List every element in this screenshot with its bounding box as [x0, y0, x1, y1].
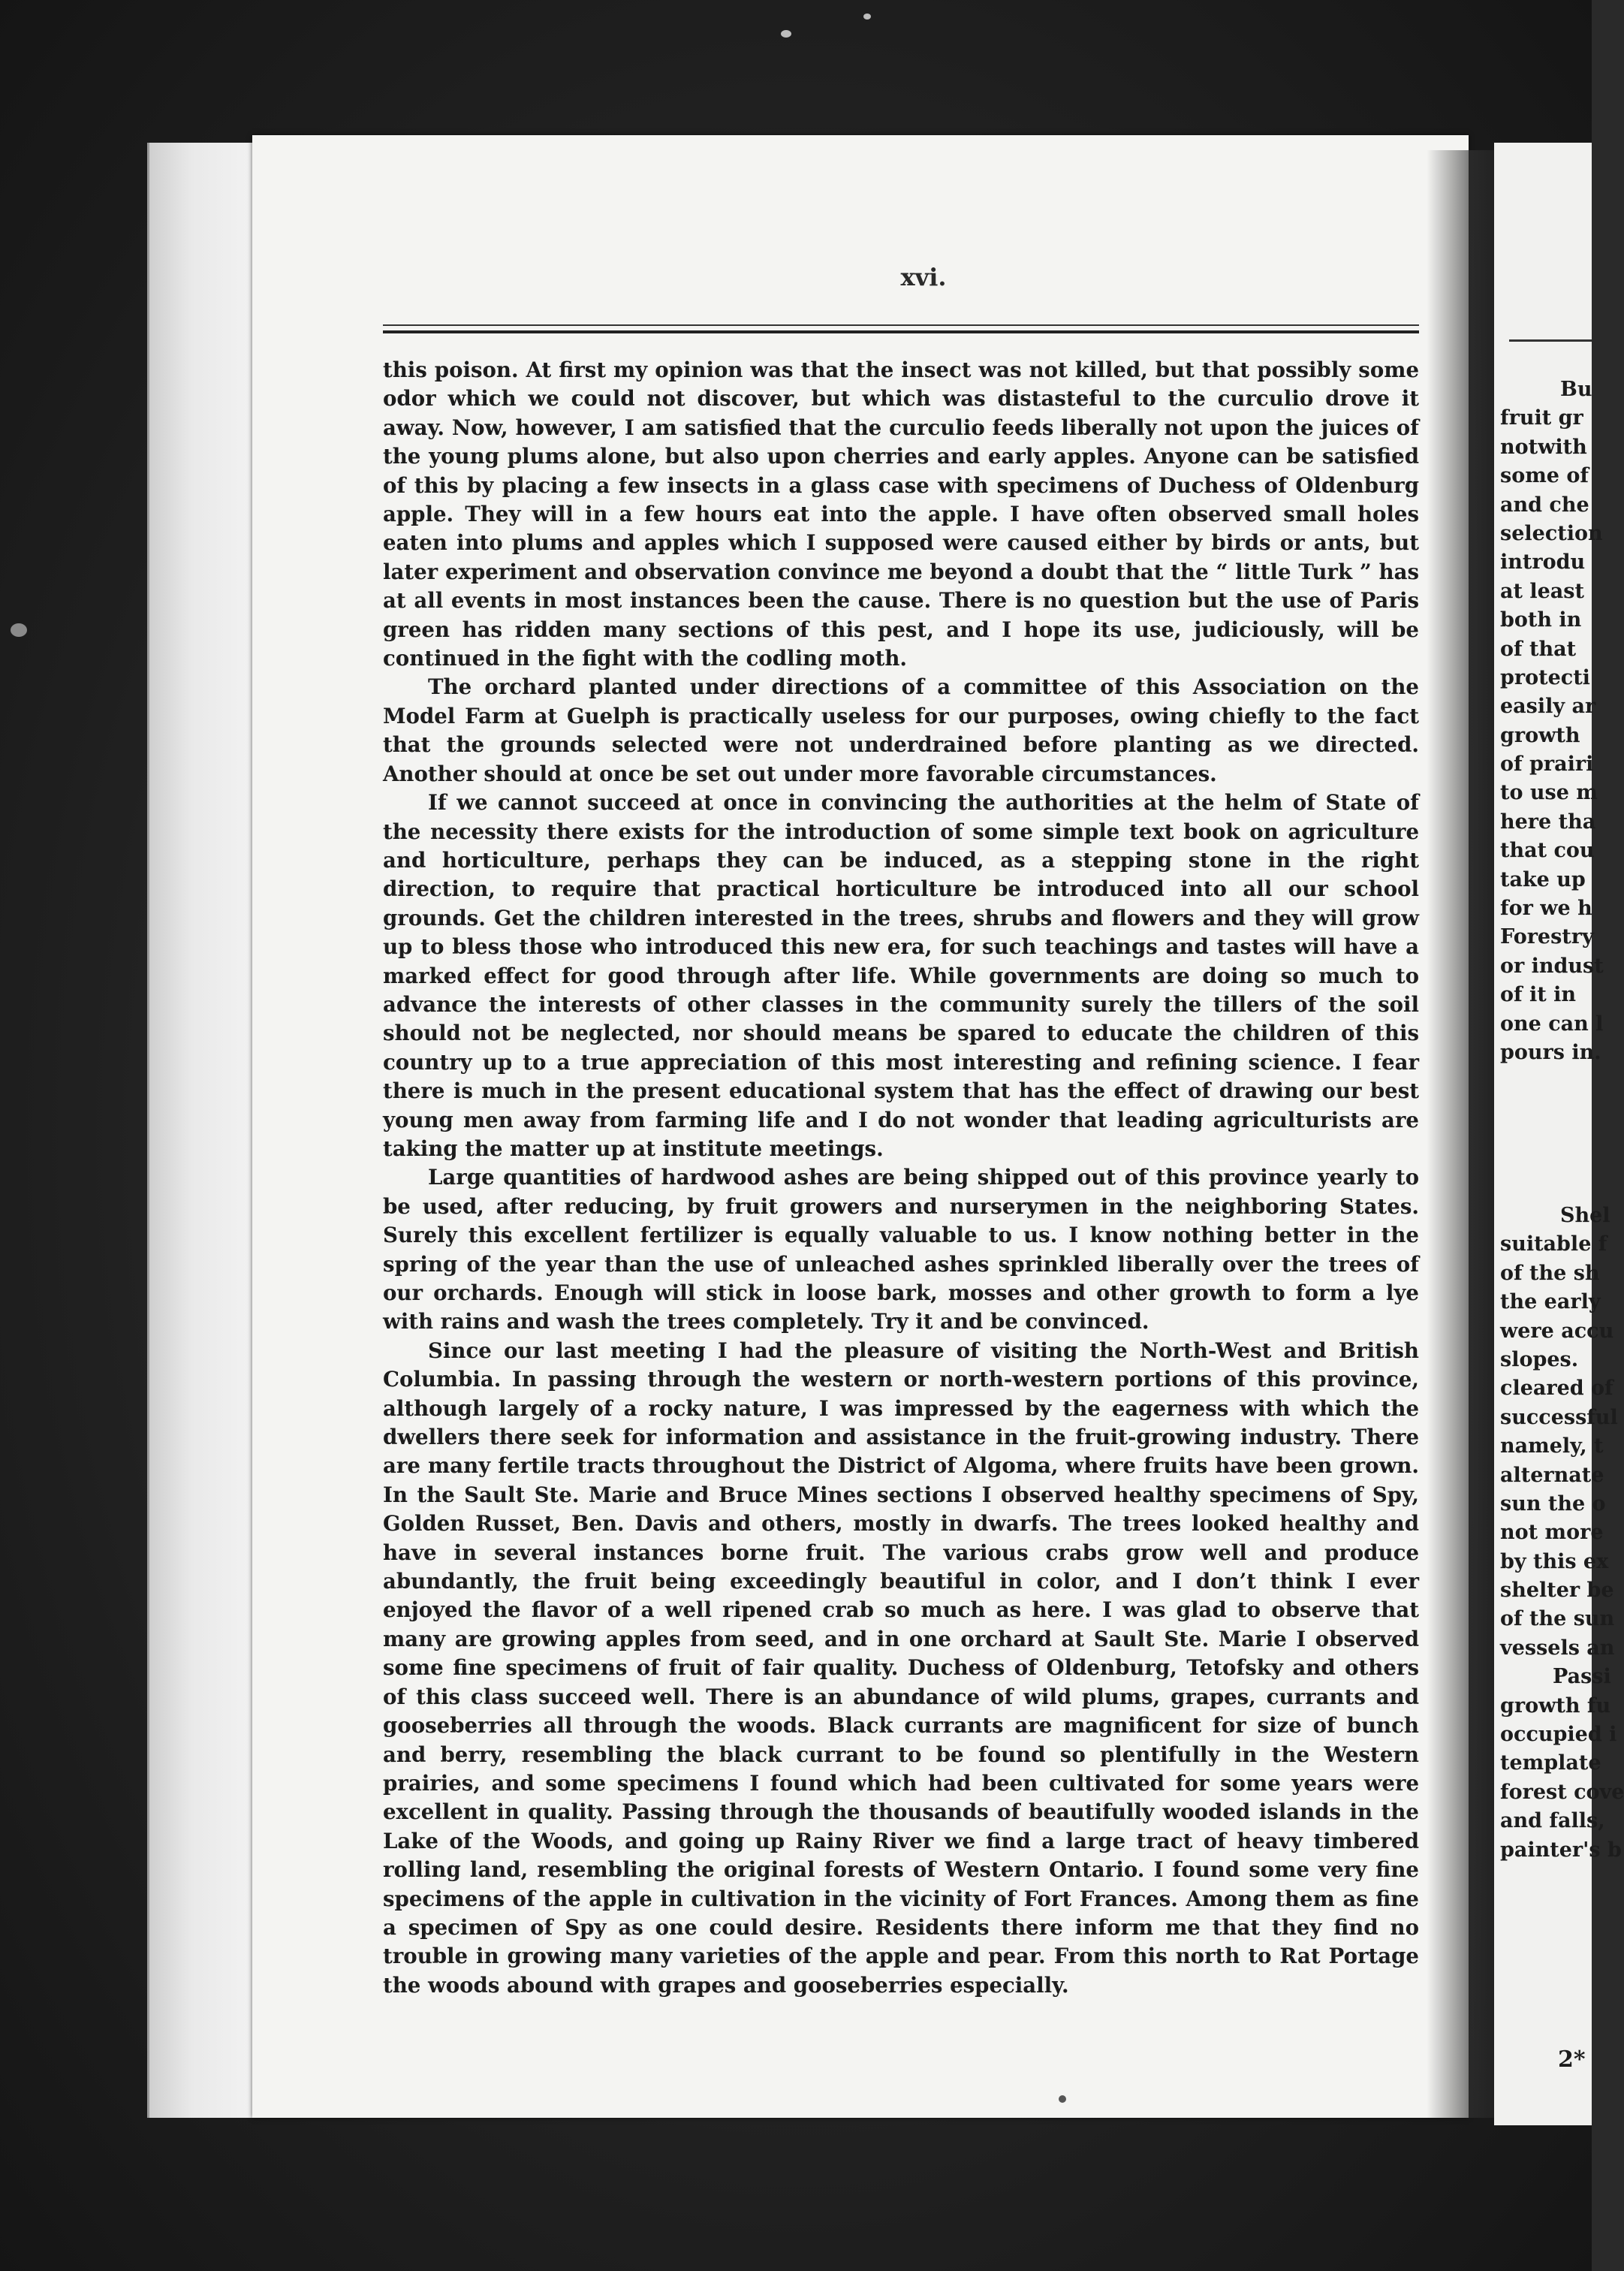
book-page-edge [147, 143, 255, 2118]
page-number: xvi. [900, 263, 947, 291]
facing-line: cleared of [1500, 1377, 1613, 1401]
paragraph: this poison. At first my opinion was that the insect was not killed, but that possibly some odor which we could not discover, but which was distasteful to the curculio drove it away. Now, however, I am satisfied that the curculio feeds liberally not upon the juices of the young plums alone, but also upon cherries and early apples. Anyone can be satisfied of this by placing a few insects in a glass case with specimens of Duchess of Oldenburg apple. They will in a few hours eat into the apple. I have often observed small holes eaten into plums and apples which I supposed were caused either by birds or ants, but later experiment and observation convince me beyond a doubt that the “ little Turk ” has at all events in most instances been the cause. There is no question but the use of Paris green has ridden many sections of this pest, and I hope its use, judiciously, will be continued in the fight with the codling moth. [383, 357, 1419, 671]
facing-line: alternate [1500, 1463, 1604, 1487]
facing-line: both in [1500, 608, 1582, 632]
facing-line: Shel [1560, 1204, 1610, 1227]
facing-line: suitable f [1500, 1232, 1607, 1256]
paragraph: If we cannot succeed at once in convincing the authorities at the helm of State of the necessity there exists for the introduction of some simple text book on agriculture and horticulture, perhaps they can be induced, as a stepping stone in the right direction, to require that practical horticulture be introduced into all our school grounds. Get the children interested in the trees, shrubs and flowers and they will grow up to bless those who introduced this new era, for such teachings and tastes will have a marked effect for good through after life. While governments are doing so much to advance the interests of other classes in the community surely the tillers of the soil should not be neglected, nor should means be spared to educate the children of this country up to a true appreciation of this most interesting and refining science. I fear there is much in the present educational system that has the effect of drawing our best young men away from farming life and I do not wonder that leading agriculturists are taking the matter up at institute meetings. [383, 790, 1419, 1161]
facing-line: for we h [1500, 897, 1592, 921]
facing-line: pours in. [1500, 1040, 1601, 1064]
facing-line: fruit gr [1500, 406, 1583, 430]
paragraph: The orchard planted under directions of a committee of this Association on the Model Farm at Guelph is practically useless for our purposes, owing chiefly to the fact that the grounds selected were not underdrained before planting as we directed. Another should at once be set out under more favorable circumstances. [383, 674, 1419, 786]
header-rule-thin [383, 324, 1419, 326]
facing-line: here tha [1500, 810, 1596, 834]
signature-mark: 2* [1558, 2046, 1586, 2073]
facing-line: some of [1500, 464, 1589, 488]
facing-line: of it in [1500, 983, 1577, 1007]
facing-line: take up [1500, 867, 1586, 891]
dust-speck [781, 30, 791, 38]
facing-line: at least [1500, 579, 1584, 603]
facing-line: growth fu [1500, 1693, 1611, 1718]
facing-line: protecti [1500, 665, 1590, 689]
facing-header-rule [1509, 339, 1592, 342]
facing-line: of that [1500, 637, 1577, 661]
page-gutter-shadow [1427, 150, 1494, 2118]
facing-line: successful [1500, 1405, 1618, 1429]
header-rule-thick [383, 330, 1419, 333]
facing-line: Bu [1560, 378, 1592, 401]
facing-line: or indust [1500, 954, 1604, 978]
facing-line: painter's b [1500, 1838, 1622, 1862]
facing-line: that cou [1500, 839, 1595, 863]
body-text [383, 356, 1419, 2000]
paragraph: Large quantities of hardwood ashes are being shipped out of this province yearly to be used, after reducing, by fruit growers and nurserymen in the neighboring States. Surely this excellent fertilizer is equally valuable to us. I know nothing better in the spring of the year than the use of unleached ashes sprinkled liberally over the trees of our orchards. Enough will stick in loose bark, mosses and other growth to form a lye with rains and wash the trees completely. Try it and be convinced. [383, 1165, 1419, 1335]
facing-line: and che [1500, 493, 1589, 517]
facing-line: Passi [1553, 1665, 1611, 1689]
facing-text-block [1500, 1202, 1624, 1865]
dust-speck [1059, 2095, 1066, 2103]
facing-line: growth [1500, 723, 1580, 747]
facing-line: forest cove [1500, 1780, 1624, 1804]
facing-line: selection [1500, 521, 1603, 545]
facing-line: introdu [1500, 550, 1586, 575]
facing-line: of the sh [1500, 1261, 1600, 1285]
paragraph: Since our last meeting I had the pleasure of visiting the North-West and British Columbia. In passing through the western or north-western portions of this province, although largely of a rocky nature, I was impressed by the eagerness with which the dwellers there seek for information and assistance in the fruit-growing industry. There are many fertile tracts throughout the District of Algoma, where fruits have been grown. In the Sault Ste. Marie and Bruce Mines sections I observed healthy specimens of Spy, Golden Russet, Ben. Davis and others, mostly in dwarfs. The trees looked healthy and have in several instances borne fruit. The various crabs grow well and produce abundantly, the fruit being exceedingly beautiful in color, and I don’t think I ever enjoyed the flavor of a well ripened crab so much as here. I was glad to observe that many are growing apples from seed, and in one orchard at Sault Ste. Marie I observed some fine specimens of fruit of fair quality. Duchess of Oldenburg, Tetofsky and others of this class succeed well. There is an abundance of wild plums, grapes, currants and gooseberries all through the woods. Black currants are magnificent for size of bunch and berry, resembling the black currant to be found so plentifully in the Western prairies, and some specimens I found which had been cultivated for some years were excellent in quality. Passing through the thousands of beautifully wooded islands in the Lake of the Woods, and going up Rainy River we find a large tract of heavy timbered rolling land, resembling the original forests of Western Ontario. I found some very fine specimens of the apple in cultivation in the vicinity of Fort Frances. Among them as fine a specimen of Spy as one could desire. Residents there inform me that they find no trouble in growing many varieties of the apple and pear. From this north to Rat Portage the woods abound with grapes and gooseberries especially. [383, 1338, 1419, 1998]
facing-line: and falls, [1500, 1809, 1605, 1833]
facing-line: easily ar [1500, 695, 1596, 719]
dust-speck [863, 14, 871, 20]
facing-line: namely, t [1500, 1434, 1604, 1458]
facing-line: vessels an [1500, 1636, 1615, 1660]
facing-line: Forestry [1500, 925, 1594, 949]
dust-speck [11, 623, 27, 637]
facing-line: one can l [1500, 1012, 1604, 1036]
facing-line: sun the o [1500, 1491, 1606, 1516]
facing-line: the early [1500, 1290, 1601, 1314]
facing-line: not more [1500, 1521, 1604, 1545]
facing-line: of prairi [1500, 752, 1594, 777]
facing-line: shelter be [1500, 1579, 1614, 1603]
facing-line: by this ex [1500, 1549, 1609, 1573]
facing-line: were accu [1500, 1319, 1614, 1343]
facing-line: notwith [1500, 435, 1587, 459]
facing-line: slopes. [1500, 1347, 1579, 1371]
facing-line: occupied i [1500, 1723, 1617, 1747]
facing-line: template [1500, 1751, 1601, 1775]
facing-line: of the sun [1500, 1607, 1615, 1631]
facing-line: to use m [1500, 781, 1598, 805]
facing-text-block [1500, 375, 1604, 1067]
